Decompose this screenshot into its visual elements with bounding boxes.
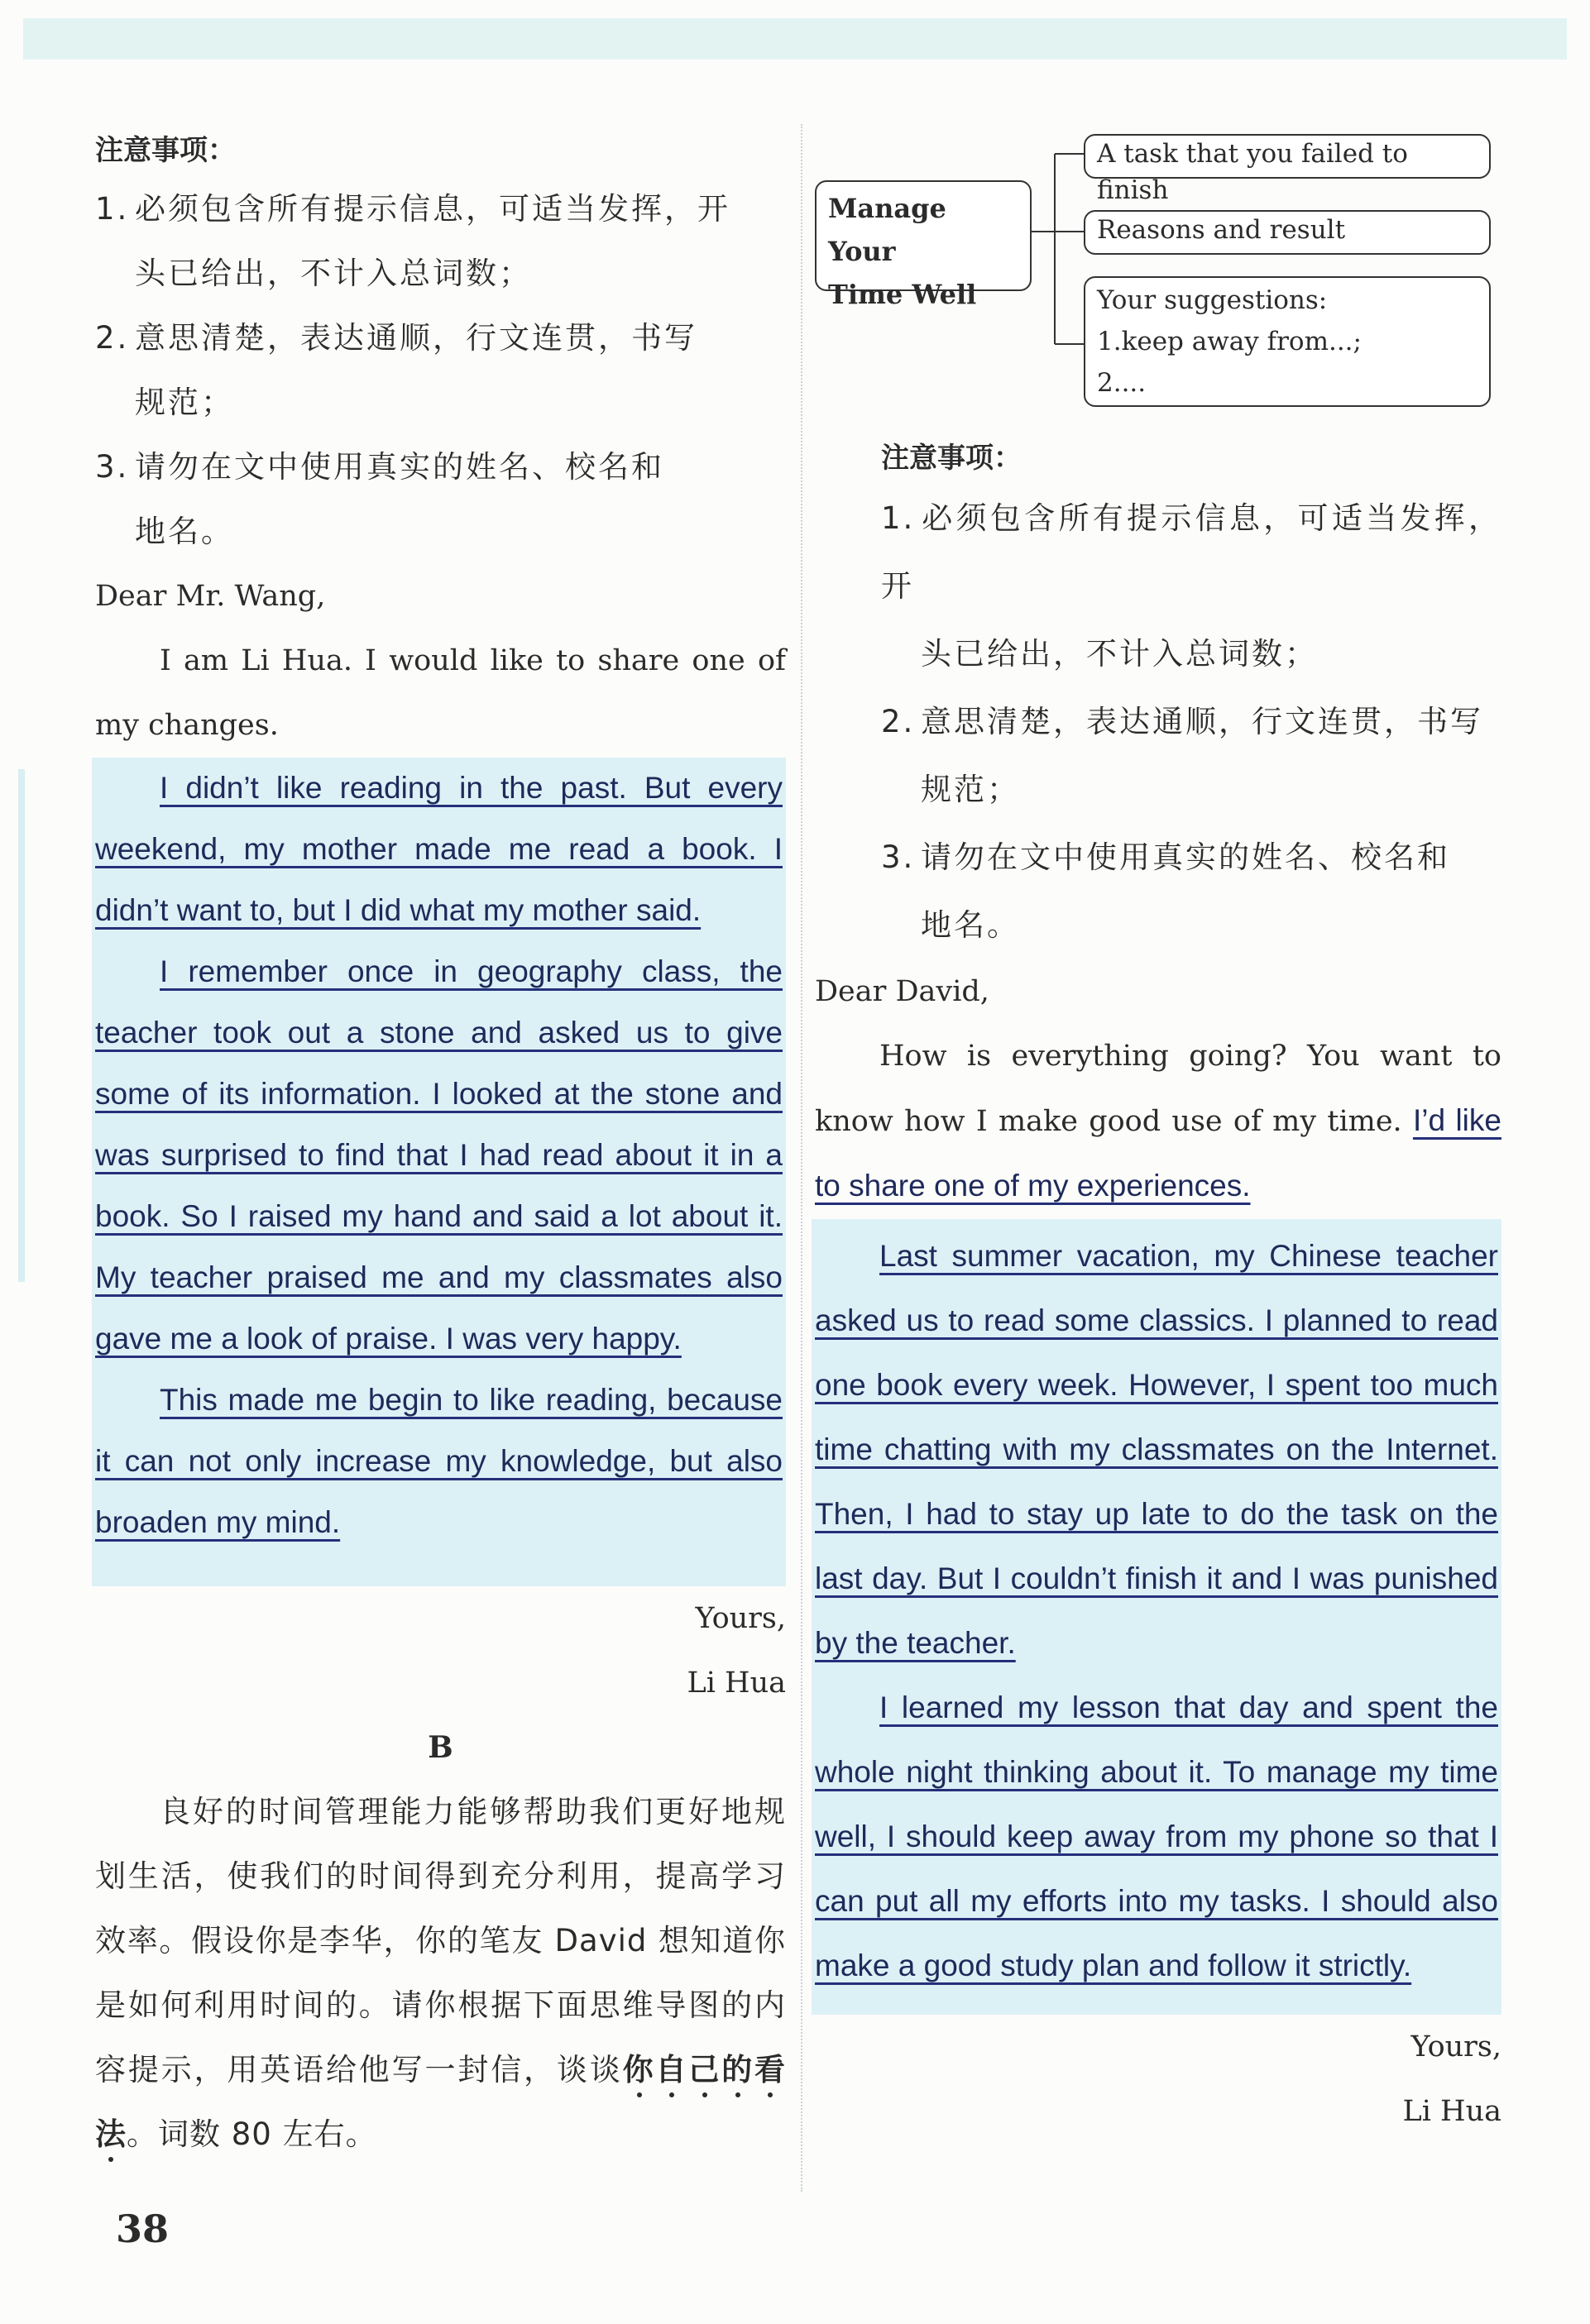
- right-column: [815, 124, 1501, 2144]
- note-item-1-right: 1. 必须包含所有提示信息，可适当发挥，开 头已给出，不计入总词数；: [881, 500, 1501, 672]
- note-item-3: 3. 请勿在文中使用真实的姓名、校名和 地名。: [95, 449, 664, 549]
- answer-paragraph-right-2: I learned my lesson that day and spent the whole night thinking about it. To manage my time well, I should keep away from my phone so that I can put all my efforts into my tasks. I should also make a good study plan and follow it strictly.: [815, 1690, 1498, 1982]
- answer-paragraph-1: I didn’t like reading in the past. But every weekend, my mother made me read a book. I didn’t want to, but I did what my mother said.: [95, 771, 783, 927]
- note-item-1: 1. 必须包含所有提示信息，可适当发挥，开 头已给出，不计入总词数；: [95, 191, 730, 291]
- letter-signature-right: Li Hua: [1402, 2095, 1501, 2128]
- answer-paragraph-3: This made me begin to like reading, because it can not only increase my knowledge, but also broaden my mind.: [95, 1383, 783, 1539]
- mind-map-branch-suggestions: Your suggestions: 1.keep away from...; 2....: [1084, 276, 1491, 407]
- answer-paragraph-right-1: Last summer vacation, my Chinese teacher asked us to read some classics. I planned to read one book every week. However, I spent too much time chatting with my classmates on the Internet. Then, I had to stay up late to do the task on the last day. But I couldn’t finish it and I was punished by the teacher.: [815, 1239, 1498, 1660]
- page-number: 38: [116, 2207, 170, 2251]
- task-description: 良好的时间管理能力能够帮助我们更好地规划生活，使我们的时间得到充分利用，提高学习效率。假设你是李华，你的笔友 David 想知道你是如何利用时间的。请你根据下面思维导图的内容提示，用英语给他写一封信，谈谈你自己的看法。词数 80 左右。: [95, 1794, 787, 2152]
- mind-map-branch-reasons: Reasons and result: [1084, 210, 1491, 255]
- letter-intro-right: How is everything going? You want to know how I make good use of my time. I’d like to share one of my experiences.: [815, 1040, 1501, 1203]
- note-item-3-right: 3. 请勿在文中使用真实的姓名、校名和 地名。: [881, 839, 1450, 943]
- letter-closing: Yours,: [695, 1602, 786, 1635]
- top-band: [23, 18, 1567, 60]
- mind-map: [815, 131, 1501, 437]
- note-item-2: 2. 意思清楚，表达通顺，行文连贯，书写 规范；: [95, 320, 697, 420]
- answer-block: [92, 758, 786, 1586]
- notes-title: 注意事项：: [95, 134, 236, 167]
- left-margin-bar: [18, 769, 25, 1282]
- answer-paragraph-2: I remember once in geography class, the teacher took out a stone and asked us to give some of its information. I looked at the stone and was surprised to find that I had read about it in a book. So I raised my hand and said a lot about it. My teacher praised me and my classmates also gave me a look of praise. I was very happy.: [95, 954, 783, 1356]
- letter-greeting-right: Dear David,: [815, 975, 989, 1008]
- left-column: [95, 124, 786, 2167]
- column-divider: [801, 124, 802, 2192]
- letter-intro: I am Li Hua. I would like to share one of my changes.: [95, 644, 786, 742]
- note-item-2-right: 2. 意思清楚，表达通顺，行文连贯，书写 规范；: [881, 704, 1483, 807]
- intro-answer: I’d like to share one of my experiences.: [815, 1103, 1501, 1203]
- letter-signature: Li Hua: [687, 1666, 786, 1700]
- mind-map-center: Manage Your Time Well: [815, 180, 1032, 291]
- section-b-heading: B: [428, 1730, 453, 1765]
- letter-closing-right: Yours,: [1410, 2030, 1501, 2063]
- mind-map-branch-task: A task that you failed to finish: [1084, 134, 1491, 179]
- answer-block-right: [812, 1219, 1501, 2015]
- notes-title-right: 注意事项：: [881, 442, 1022, 475]
- letter-greeting: Dear Mr. Wang,: [95, 580, 326, 613]
